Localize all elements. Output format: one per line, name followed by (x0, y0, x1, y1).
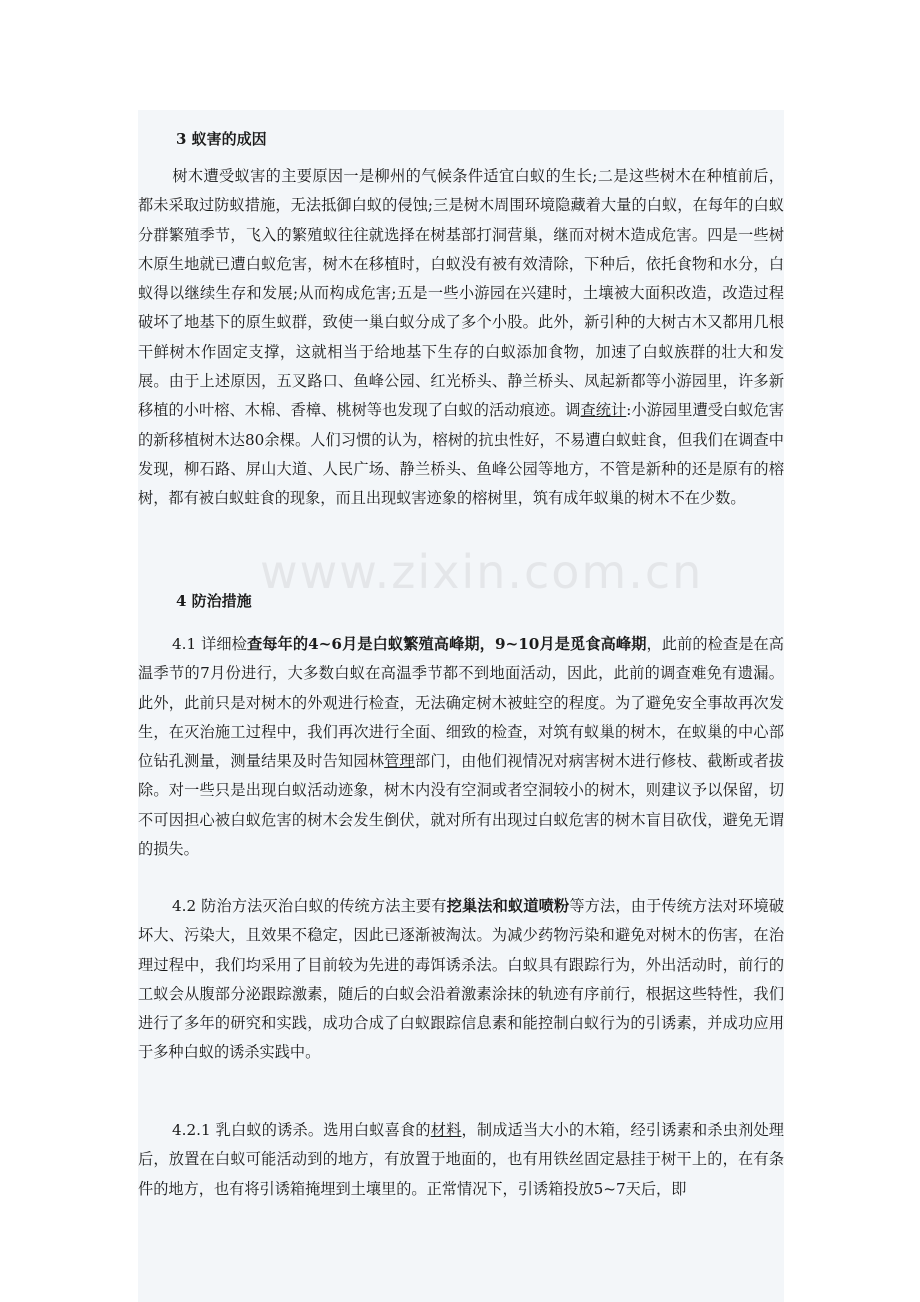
document-page (138, 110, 784, 1302)
paragraph-causes-text: 树木遭受蚁害的主要原因一是柳州的气候条件适宜白蚁的生长;二是这些树木在种植前后，都未采取过防蚁措施，无法抵御白蚁的侵蚀;三是树木周围环境隐藏着大量的白蚁，在每年的白蚁分群繁殖季节，飞入的繁殖蚁往往就选择在树基部打洞营巢，继而对树木造成危害。四是一些树木原生地就已遭白蚁危害，树木在移植时，白蚁没有被有效清除，下种后，依托食物和水分，白蚁得以继续生存和发展;从而构成危害;五是一些小游园在兴建时，土壤被大面积改造，改造过程破坏了地基下的原生蚁群，致使一巢白蚁分成了多个小股。此外，新引种的大树古木又都用几根干鲜树木作固定支撑，这就相当于给地基下生存的白蚁添加食物，加速了白蚁族群的壮大和发展。由于上述原因，五叉路口、鱼峰公园、红光桥头、静兰桥头、凤起新都等小游园里，许多新移植的小叶榕、木棉、香樟、桃树等也发现了白蚁的活动痕迹。调 (138, 167, 784, 420)
paragraph-methods-text: 4.2 防治方法灭治白蚁的传统方法主要有 (172, 897, 447, 915)
paragraph-lure (138, 1116, 784, 1204)
paragraph-inspection-text: 4.1 详细检 (172, 635, 247, 653)
paragraph-inspection-bold: 查每年的4~6月是白蚁繁殖高峰期，9~10月是觅食高峰期 (246, 635, 647, 653)
paragraph-inspection-text-2: ，此前的检查是在高温季节的7月份进行，大多数白蚁在高温季节都不到地面活动，因此，此前的调查难免有遗漏。此外，此前只是对树木的外观进行检查，无法确定树木被蛀空的程度。为了避免安全事故再次发生，在灭治施工过程中，我们再次进行全面、细致的检查，对筑有蚁巢的树木，在蚁巢的中心部位钻孔测量，测量结果及时告知园林 (138, 635, 784, 771)
section-4-heading: 4 防治措施 (176, 592, 252, 610)
section-3-heading: 3 蚁害的成因 (176, 130, 267, 148)
paragraph-methods-bold: 挖巢法和蚁道喷粉 (446, 897, 570, 915)
paragraph-causes-text-2: :小游园里遭受白蚁危害的新移植树木达80余棵。人们习惯的认为，榕树的抗虫性好，不易遭白蚁蛀食，但我们在调查中发现，柳石路、屏山大道、人民广场、静兰桥头、鱼峰公园等地方，不管是新种的还是原有的榕树，都有被白蚁蛀食的现象，而且出现蚁害迹象的榕树里，筑有成年蚁巢的树木不在少数。 (138, 401, 785, 508)
survey-link[interactable]: 查统计 (580, 401, 627, 420)
paragraph-lure-text: 4.2.1 乳白蚁的诱杀。选用白蚁喜食的 (172, 1121, 431, 1139)
paragraph-inspection (138, 630, 784, 864)
management-link[interactable]: 管理 (384, 752, 415, 771)
watermark: www.zixin.com.cn (260, 545, 704, 599)
paragraph-causes (138, 162, 784, 514)
paragraph-inspection-text-3: 部门，由他们视情况对病害树木进行修枝、截断或者拔除。对一些只是出现白蚁活动迹象，树木内没有空洞或者空洞较小的树木，则建议予以保留，切不可因担心被白蚁危害的树木会发生倒伏，就对所有出现过白蚁危害的树木盲目砍伐，避免无谓的损失。 (138, 752, 785, 859)
material-link[interactable]: 材料 (430, 1121, 462, 1139)
paragraph-methods-text-2: 等方法，由于传统方法对环境破坏大、污染大，且效果不稳定，因此已逐渐被淘汰。为减少药物污染和避免对树木的伤害，在治理过程中，我们均采用了目前较为先进的毒饵诱杀法。白蚁具有跟踪行为，外出活动时，前行的工蚁会从腹部分泌跟踪激素，随后的白蚁会沿着激素涂抹的轨迹有序前行，根据这些特性，我们进行了多年的研究和实践，成功合成了白蚁跟踪信息素和能控制白蚁行为的引诱素，并成功应用于多种白蚁的诱杀实践中。 (138, 897, 785, 1062)
paragraph-lure-text-2: ，制成适当大小的木箱，经引诱素和杀虫剂处理后，放置在白蚁可能活动到的地方，有放置于地面的，也有用铁丝固定悬挂于树干上的，在有条件的地方，也有将引诱箱掩埋到土壤里的。正常情况下，引诱箱投放5~7天后，即 (138, 1121, 784, 1198)
paragraph-methods (138, 892, 784, 1068)
